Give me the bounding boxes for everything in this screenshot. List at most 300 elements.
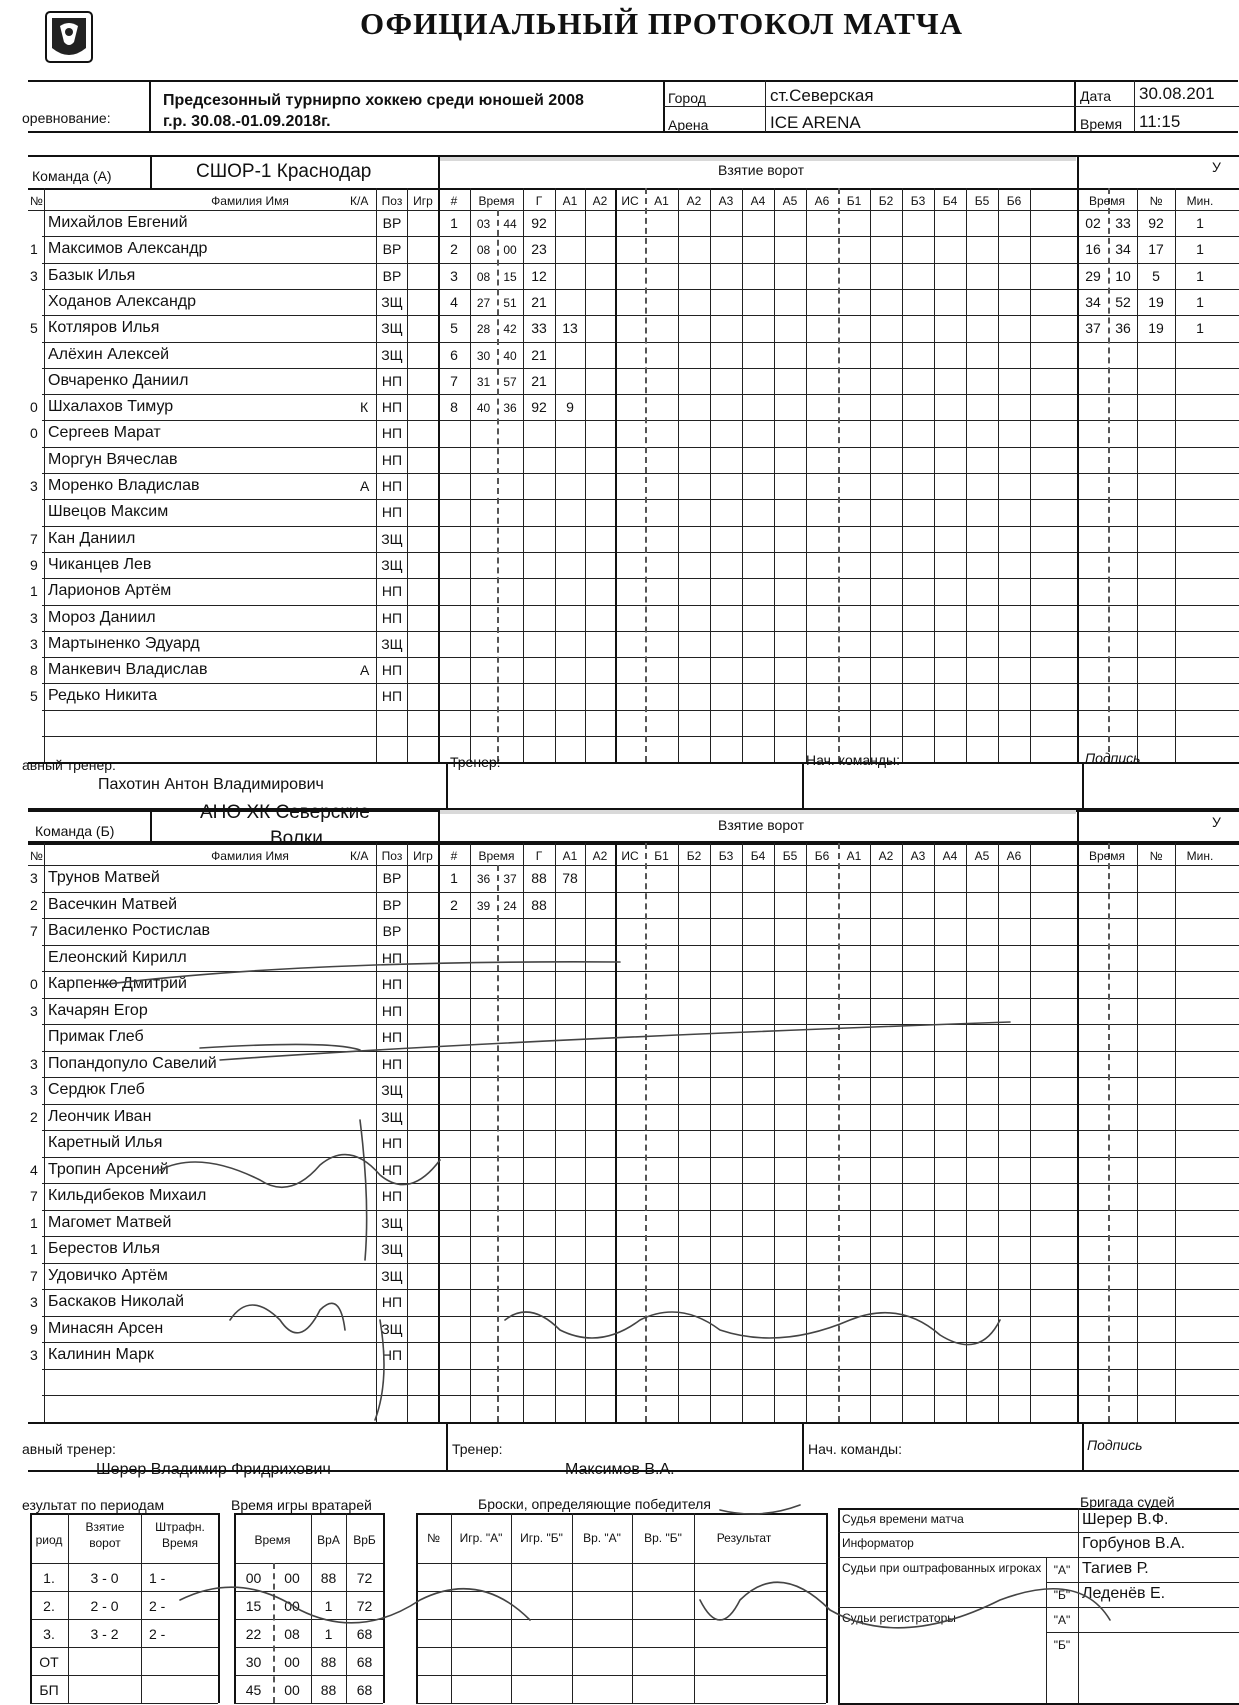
player-position: НП (381, 1135, 403, 1151)
goal-scorer: 33 (531, 320, 547, 337)
goalie-a: 88 (320, 1682, 337, 1698)
goalie-a: 88 (320, 1654, 337, 1670)
goal-minute: 30 (476, 348, 491, 363)
goalie-time-minute: 22 (245, 1626, 262, 1642)
col-header-name: Фамилия Имя (211, 194, 289, 208)
referee-name: Тагиев Р. (1082, 1560, 1149, 1577)
goal-col-header: Б2 (878, 194, 894, 208)
goal-col-header: Время (478, 849, 515, 863)
player-name: Магомет Матвей (48, 1213, 172, 1231)
goal-col-header: Б1 (846, 194, 862, 208)
player-position: НП (381, 1188, 403, 1204)
goal-minute: 28 (476, 322, 491, 337)
player-name: Мороз Даниил (48, 608, 156, 626)
goal-col-header: ИС (621, 849, 639, 863)
goal-second: 40 (503, 348, 517, 363)
shootout-title: Броски, определяющие победителя (478, 1496, 711, 1512)
player-name: Максимов Александр (48, 240, 208, 258)
arena-value: ICE ARENA (770, 113, 861, 132)
penalty-minute: 37 (1085, 320, 1101, 337)
player-number: 7 (30, 1267, 38, 1284)
arena-label: Арена (668, 117, 709, 133)
player-ka: К (360, 399, 369, 416)
goal-col-header: Б5 (974, 194, 990, 208)
player-number: 3 (30, 1347, 38, 1363)
penalty-second: 52 (1115, 293, 1131, 310)
goal-second: 57 (503, 374, 517, 389)
player-number: 5 (30, 320, 38, 337)
period-score: 3 - 0 (90, 1570, 119, 1586)
goal-col-header: А6 (1006, 849, 1022, 863)
player-position: НП (381, 1002, 403, 1019)
player-name: Удовичко Артём (48, 1266, 168, 1284)
time-label: Время (1080, 116, 1123, 132)
team-b-head-coach: Шерер Владимир Фридрихович (96, 1461, 331, 1478)
player-name: Шхалахов Тимур (48, 398, 174, 416)
goal-second: 15 (503, 269, 517, 284)
player-name: Баскаков Николай (48, 1293, 185, 1310)
player-name: Моргун Вячеслав (48, 450, 178, 468)
goalie-header: Время (254, 1533, 291, 1547)
goalie-time-minute: 00 (245, 1570, 262, 1586)
goal-scorer: 92 (531, 399, 547, 416)
penalty-col-header: Мин. (1186, 194, 1214, 208)
team-a-label: Команда (А) (32, 168, 112, 184)
team-a-coach-label: Тренер: (450, 754, 501, 770)
periods-title: езультат по периодам (22, 1497, 165, 1513)
player-number: 8 (30, 662, 38, 679)
team-a-chief-label: Нач. команды: (806, 752, 900, 768)
goal-number: 2 (450, 896, 458, 913)
competition-label: оревнование: (22, 110, 111, 126)
team-a-head-coach: Пахотин Антон Владимирович (98, 776, 324, 793)
player-position: НП (381, 504, 403, 521)
referee-role: Судья времени матча (842, 1512, 964, 1526)
col-header-played: Игр (413, 849, 433, 863)
player-name: Тропин Арсений (48, 1160, 169, 1178)
goal-col-header: # (450, 194, 458, 208)
player-name: Трунов Матвей (48, 869, 160, 886)
goal-col-header: А5 (782, 194, 798, 208)
player-number: 3 (30, 870, 38, 886)
player-name: Минасян Арсен (48, 1319, 164, 1337)
penalty-second: 36 (1115, 320, 1131, 337)
player-position: ЗЩ (381, 1241, 403, 1257)
player-name: Редько Никита (48, 687, 158, 705)
player-number: 1 (30, 241, 38, 258)
player-name: Базык Илья (48, 266, 136, 284)
period-number: 1. (43, 1570, 55, 1586)
goal-minute: 27 (476, 295, 491, 310)
player-number: 7 (30, 530, 38, 547)
player-name: Овчаренко Даниил (48, 371, 189, 389)
player-number: 3 (30, 478, 38, 494)
goal-number: 3 (450, 267, 458, 284)
goal-col-header: А6 (814, 194, 830, 208)
player-ka: А (360, 662, 370, 679)
goal-second: 37 (503, 872, 517, 886)
player-number: 5 (30, 688, 38, 705)
col-header-pos: Поз (381, 849, 403, 863)
goal-col-header: А3 (910, 849, 926, 863)
team-a-signature-label: Подпись (1085, 750, 1141, 766)
shootout-header: Игр. "Б" (520, 1531, 563, 1545)
referee-name: Горбунов В.А. (1082, 1535, 1186, 1552)
goal-col-header: Г (535, 849, 543, 863)
player-number: 1 (30, 1214, 38, 1231)
period-score: 2 - 0 (90, 1598, 119, 1614)
penalty-second: 33 (1115, 215, 1131, 231)
penalty-player: 19 (1148, 320, 1164, 337)
referee-name: Шерер В.Ф. (1082, 1511, 1169, 1528)
goal-minute: 03 (476, 217, 491, 231)
penalty-player: 19 (1148, 293, 1164, 310)
goalie-time-second: 08 (284, 1626, 300, 1642)
player-name: Чиканцев Лев (48, 555, 152, 573)
goalie-b: 68 (356, 1654, 373, 1670)
player-position: ВР (382, 923, 402, 939)
team-b-penalty-title: У (1212, 814, 1221, 830)
period-penalty: 2 - (149, 1598, 166, 1614)
goal-col-header: Б6 (1006, 194, 1022, 208)
player-ka: А (360, 478, 370, 494)
goal-second: 36 (503, 401, 517, 416)
player-number: 9 (30, 1320, 38, 1337)
city-label: Город (668, 90, 706, 106)
player-name: Мартыненко Эдуард (48, 634, 200, 652)
goal-scorer: 12 (531, 267, 547, 284)
shootout-header: Вр. "Б" (644, 1531, 682, 1545)
referee-tag: "А" (1053, 1563, 1071, 1577)
player-name: Ходанов Александр (48, 292, 197, 310)
goalie-time-second: 00 (284, 1654, 300, 1670)
goalie-a: 1 (324, 1598, 333, 1614)
goal-col-header: Б5 (782, 849, 798, 863)
goal-col-header: Время (478, 194, 515, 208)
player-position: НП (381, 583, 403, 600)
goal-second: 44 (503, 217, 517, 231)
period-number: БП (39, 1682, 59, 1698)
player-position: НП (381, 478, 403, 494)
player-name: Попандопуло Савелий (48, 1054, 217, 1072)
team-b-chief-label: Нач. команды: (808, 1441, 902, 1457)
federation-logo (38, 8, 100, 66)
competition-name: Предсезонный турнирпо хоккею среди юношей 2008 (163, 92, 584, 109)
goal-col-header: Б3 (718, 849, 734, 863)
goal-col-header: А5 (974, 849, 990, 863)
date-value: 30.08.201 (1139, 84, 1215, 103)
periods-header-goals: Взятие ворот (85, 1520, 125, 1550)
player-position: ЗЩ (381, 635, 403, 652)
penalty-minutes: 1 (1196, 320, 1204, 337)
col-header-ka: К/А (350, 849, 369, 863)
goal-assist-1: 78 (562, 870, 578, 886)
player-name: Ларионов Артём (48, 582, 172, 600)
player-name: Калинин Марк (48, 1346, 154, 1363)
goal-second: 00 (503, 243, 517, 258)
player-name: Алёхин Алексей (48, 345, 170, 363)
player-name: Елеонский Кирилл (48, 948, 187, 966)
penalty-player: 92 (1148, 215, 1164, 231)
time-value: 11:15 (1139, 112, 1181, 131)
goal-col-header: А2 (878, 849, 894, 863)
player-position: ЗЩ (381, 346, 403, 363)
shootout-header: Результат (716, 1531, 772, 1545)
goal-minute: 31 (476, 374, 491, 389)
goal-col-header: Б4 (942, 194, 958, 208)
player-number: 1 (30, 1241, 38, 1257)
player-name: Кильдибеков Михаил (48, 1187, 207, 1204)
goal-number: 1 (450, 215, 458, 231)
team-b-signature-label: Подпись (1087, 1437, 1143, 1453)
goalie-b: 72 (356, 1598, 373, 1614)
player-position: ЗЩ (381, 293, 403, 310)
player-number: 3 (30, 635, 38, 652)
penalty-player: 17 (1148, 241, 1164, 258)
goalie-time-minute: 30 (245, 1654, 262, 1670)
player-number: 3 (30, 1055, 38, 1072)
period-score: 3 - 2 (90, 1626, 119, 1642)
goal-number: 5 (450, 320, 458, 337)
goal-col-header: А3 (718, 194, 734, 208)
referee-tag: "Б" (1053, 1588, 1071, 1602)
player-number: 2 (30, 896, 38, 913)
player-position: НП (381, 1029, 403, 1045)
player-position: ЗЩ (381, 530, 403, 547)
player-name: Берестов Илья (48, 1240, 161, 1257)
penalty-second: 10 (1115, 267, 1131, 284)
goal-scorer: 21 (531, 372, 547, 389)
goal-assist-1: 13 (562, 320, 578, 337)
goal-col-header: А1 (846, 849, 862, 863)
goal-scorer: 88 (531, 870, 547, 886)
goal-minute: 36 (476, 872, 491, 886)
goal-minute: 39 (476, 898, 491, 913)
col-header-name: Фамилия Имя (211, 849, 289, 863)
player-position: ЗЩ (381, 1082, 403, 1098)
player-position: НП (381, 688, 403, 705)
shootout-header: Вр. "А" (583, 1531, 621, 1545)
player-position: НП (381, 399, 403, 416)
player-position: НП (381, 949, 403, 966)
player-name: Леончик Иван (48, 1107, 152, 1125)
goal-col-header: Г (535, 194, 543, 208)
team-a-penalty-title: У (1212, 159, 1221, 175)
referee-name: Леденёв Е. (1082, 1585, 1166, 1602)
goal-minute: 08 (476, 243, 491, 258)
team-b-head-coach-label: авный тренер: (22, 1441, 116, 1457)
penalty-minutes: 1 (1196, 241, 1204, 258)
team-a-head-coach-label: авный тренер: (22, 757, 116, 773)
team-a-goals-title: Взятие ворот (718, 162, 804, 178)
player-number: 7 (30, 1188, 38, 1204)
goal-scorer: 23 (531, 241, 547, 258)
player-name: Швецов Максим (48, 503, 169, 521)
goalie-b: 68 (356, 1682, 373, 1698)
goal-col-header: ИС (621, 194, 639, 208)
player-name: Михайлов Евгений (48, 214, 188, 231)
goal-scorer: 92 (531, 215, 547, 231)
referees-title: Бригада судей (1080, 1494, 1175, 1510)
date-label: Дата (1080, 88, 1112, 104)
penalty-minutes: 1 (1196, 293, 1204, 310)
goalie-header: ВрА (317, 1533, 340, 1547)
player-number: 3 (30, 1002, 38, 1019)
player-name: Сергеев Марат (48, 424, 161, 442)
team-b-coach-label: Тренер: (452, 1441, 503, 1457)
player-name: Сердюк Глеб (48, 1081, 145, 1098)
goal-number: 6 (450, 346, 458, 363)
goal-scorer: 21 (531, 346, 547, 363)
player-number: 9 (30, 556, 38, 573)
player-number: 3 (30, 1294, 38, 1310)
team-b-name-line1: АНО ХК Северские (200, 802, 370, 823)
goalie-time-minute: 45 (245, 1682, 262, 1698)
player-position: ВР (382, 215, 402, 231)
goal-col-header: А2 (592, 849, 608, 863)
penalty-minutes: 1 (1196, 215, 1204, 231)
penalty-col-header: Время (1088, 849, 1126, 863)
competition-dates: г.р. 30.08.-01.09.2018г. (163, 113, 331, 130)
player-number: 0 (30, 976, 38, 992)
player-number: 0 (30, 425, 38, 442)
team-b-label: Команда (Б) (35, 823, 115, 839)
goal-col-header: А2 (686, 194, 702, 208)
player-position: ЗЩ (381, 556, 403, 573)
period-number: 2. (43, 1598, 55, 1614)
player-position: ЗЩ (381, 1108, 403, 1125)
goal-col-header: # (450, 849, 458, 863)
goalie-time-second: 00 (284, 1682, 300, 1698)
player-name: Васечкин Матвей (48, 895, 178, 913)
player-number: 4 (30, 1161, 38, 1178)
player-position: ВР (382, 267, 402, 284)
goal-col-header: А4 (750, 194, 766, 208)
goalie-a: 88 (320, 1570, 337, 1586)
goal-col-header: Б4 (750, 849, 766, 863)
player-position: ЗЩ (381, 320, 403, 337)
goal-col-header: А1 (562, 849, 578, 863)
goal-col-header: А1 (562, 194, 578, 208)
player-position: ЗЩ (381, 1267, 403, 1284)
penalty-col-header: Мин. (1186, 849, 1214, 863)
goal-number: 7 (450, 372, 458, 389)
col-header-ka: К/А (350, 194, 369, 208)
col-header-num: № (30, 849, 43, 863)
goal-scorer: 21 (531, 293, 547, 310)
goal-number: 1 (450, 870, 458, 886)
player-name: Карпенко Дмитрий (48, 975, 187, 992)
player-position: НП (381, 609, 403, 626)
player-position: НП (381, 976, 403, 992)
periods-header-penalty: Штрафн. Время (155, 1520, 205, 1550)
player-position: НП (381, 425, 403, 442)
penalty-minute: 16 (1085, 241, 1101, 258)
player-name: Василенко Ростислав (48, 922, 210, 939)
player-number: 2 (30, 1108, 38, 1125)
team-a-name: СШОР-1 Краснодар (196, 161, 372, 182)
goalie-time-second: 00 (284, 1598, 300, 1614)
player-position: НП (381, 662, 403, 679)
goal-second: 51 (503, 295, 517, 310)
player-name: Моренко Владислав (48, 477, 200, 494)
goal-col-header: Б1 (654, 849, 669, 863)
penalty-minute: 02 (1085, 215, 1101, 231)
goalie-time-minute: 15 (245, 1598, 262, 1614)
team-b-coach: Максимов В.А. (565, 1461, 675, 1478)
player-number: 3 (30, 1082, 38, 1098)
penalty-player: 5 (1152, 267, 1160, 284)
player-name: Примак Глеб (48, 1028, 144, 1045)
player-number: 3 (30, 609, 38, 626)
penalty-minute: 29 (1085, 267, 1101, 284)
period-penalty: 1 - (149, 1570, 166, 1586)
player-number: 1 (30, 583, 38, 600)
team-b-name-line2: Волки (270, 830, 323, 844)
col-header-pos: Поз (381, 194, 403, 208)
city-value: ст.Северская (770, 86, 874, 105)
goal-minute: 08 (476, 269, 491, 284)
player-position: НП (381, 1055, 403, 1072)
player-position: НП (381, 1161, 403, 1178)
referee-tag: "Б" (1053, 1638, 1071, 1652)
goal-number: 2 (450, 241, 458, 258)
goal-number: 8 (450, 399, 458, 416)
penalty-minutes: 1 (1196, 267, 1204, 284)
player-name: Каретный Илья (48, 1134, 163, 1151)
penalty-col-header: Время (1088, 194, 1126, 208)
player-position: НП (381, 1347, 403, 1363)
player-name: Котляров Илья (48, 319, 160, 337)
goal-minute: 40 (476, 401, 491, 416)
referee-role: Судьи при оштрафованных игроках (842, 1561, 1042, 1575)
penalty-col-header: № (1149, 849, 1163, 863)
goal-number: 4 (450, 293, 458, 310)
referee-tag: "А" (1053, 1613, 1071, 1627)
goal-scorer: 88 (531, 896, 547, 913)
penalty-second: 34 (1115, 241, 1131, 258)
goal-second: 42 (503, 322, 517, 337)
penalty-minute: 34 (1085, 293, 1101, 310)
goal-col-header: Б6 (814, 849, 830, 863)
player-name: Кан Даниил (48, 529, 136, 547)
penalty-col-header: № (1149, 194, 1163, 208)
goal-col-header: А4 (942, 849, 958, 863)
player-number: 3 (30, 267, 38, 284)
goal-assist-1: 9 (566, 399, 574, 416)
player-position: НП (381, 451, 403, 468)
period-penalty: 2 - (149, 1626, 166, 1642)
goalie-b: 68 (356, 1626, 373, 1642)
player-position: НП (381, 372, 403, 389)
player-name: Манкевич Владислав (48, 661, 208, 679)
shootout-header: Игр. "А" (459, 1531, 503, 1545)
referee-role: Судьи регистраторы (842, 1611, 956, 1625)
goalie-time-second: 00 (284, 1570, 300, 1586)
goalie-b: 72 (356, 1570, 373, 1586)
col-header-num: № (30, 194, 43, 208)
shootout-header: № (427, 1531, 440, 1545)
col-header-played: Игр (413, 194, 433, 208)
goal-col-header: Б3 (910, 194, 926, 208)
player-position: НП (381, 1294, 403, 1310)
page-title: ОФИЦИАЛЬНЫЙ ПРОТОКОЛ МАТЧА (360, 6, 964, 41)
goalie-a: 1 (324, 1626, 333, 1642)
goalie-time-title: Время игры вратарей (231, 1497, 372, 1513)
period-number: ОТ (39, 1654, 59, 1670)
player-position: ЗЩ (381, 1214, 403, 1231)
periods-header-period: риод (35, 1533, 63, 1547)
